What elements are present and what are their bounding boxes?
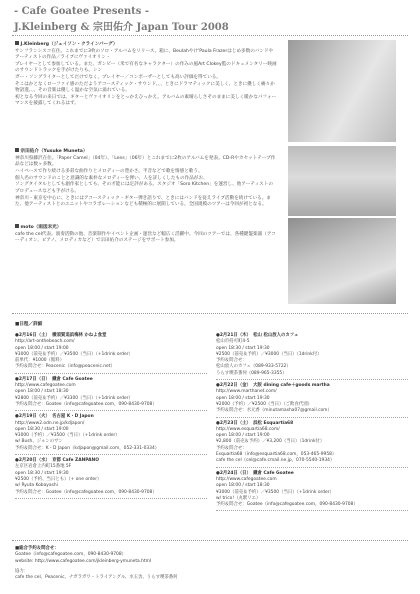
event-line: open 18:00 / start 18:30 bbox=[15, 389, 69, 395]
event-line: Esquartia68（info@esquartia68.com，053-465-9958） bbox=[216, 452, 337, 458]
event-header: ●2月19日（火） 名古屋 K・D Japon bbox=[15, 414, 94, 420]
event-line: w/ trico!（丸駅リエ） bbox=[216, 495, 261, 501]
event-entry bbox=[216, 383, 408, 417]
event-entry bbox=[15, 414, 207, 455]
event-entry bbox=[15, 458, 207, 499]
event-line: open 18:00 / start 19:00 bbox=[216, 433, 270, 439]
event-line: ¥3000（前売＆予約）／¥3500（当日）（+1drink order） bbox=[216, 489, 334, 495]
event-url[interactable]: http://www.esquartia68.com/ bbox=[216, 426, 280, 432]
event-url[interactable]: http://www.cafegoatee.com bbox=[15, 383, 76, 389]
bio-line: 神奈川・東京を中心に、ときにはアコースティック・ギター弾き語りで、ときにはバンドを従えライブ活動を続けている。また、他アーティストとのユニットやコラボレーションなども積極的に展開している。全国規模のツアーは今回が初となる。 bbox=[15, 195, 271, 207]
event-line: 前単代：¥1000（館料） bbox=[15, 358, 65, 364]
event-line: ¥2800（前売＆予約）／¥3300（当日）（+1drink order） bbox=[15, 395, 133, 401]
event-url[interactable]: http://www.cafegoatee.com bbox=[216, 476, 277, 482]
event-header: ●2月17日（日） 鎌倉 Cafe Goatee bbox=[15, 376, 93, 382]
event-line: 松山市持可町4-5 bbox=[216, 339, 250, 345]
bullet-square-icon bbox=[15, 41, 19, 45]
event-line: cafe the cel（cel@cafe.cmail.ne.jp，070-5540-1934） bbox=[216, 458, 335, 464]
bio-muneta bbox=[15, 148, 277, 208]
event-line: open 18:30 / start 19:00 bbox=[15, 426, 69, 432]
event-line: ¥2,800（前売＆予約）／¥3,200（当日）（1drink付） bbox=[216, 439, 325, 445]
event-entry bbox=[15, 377, 207, 411]
event-header: ●2月23日（土） 浜松 Esquartia68 bbox=[216, 420, 294, 426]
artist-name: J.Kleinberg（ジェイソン・クラインバーグ） bbox=[20, 42, 118, 47]
event-url[interactable]: http://www2.odn.ne.jp/kdjapon/ bbox=[15, 420, 85, 426]
event-entry bbox=[15, 333, 207, 374]
bio-line: ハイペースで作り続ける多彩な曲作りとメロディーの豊かさ。半音などで歌を情感と歌う、 bbox=[15, 168, 203, 174]
event-line: 予約＆問合せ：Goatee（info@cafegoatee.com，090-8430-9708） bbox=[15, 401, 157, 407]
event-line: open 18:30 / start 19:30 bbox=[216, 345, 270, 351]
event-entry bbox=[216, 333, 408, 380]
bio-line: 初となる今回の来日では、ギターとヴァイオリンをとっかえひっかえ。アルバムの素晴らしさそのままに美しく暖かなパフォーマンスを披露してくれるはず。 bbox=[15, 94, 277, 107]
artist-photo-moto bbox=[288, 218, 396, 304]
artist-name: moto（雨図未光） bbox=[20, 225, 62, 230]
bio-line: 神奈川県藤沢在住。「Paper Camel」（04年）、「Lens」（06年）とこれまでに2枚のアルバムを発表。CD-Rやカセットテープ作品などは数ヶ多数。 bbox=[15, 155, 276, 168]
contact-section bbox=[15, 546, 407, 581]
contact-line: Goatee（info@cafegoatee.com，090-8430-9708） bbox=[15, 552, 127, 558]
artist-name: 宗田佑介（Yusuke Muneta） bbox=[20, 149, 88, 154]
section-divider bbox=[12, 540, 408, 541]
bio-line: ガー・ソングライターとしてだけでなく、プレイヤー／コンポーザーとしても高い評価を得ている。 bbox=[15, 74, 221, 80]
event-line: ¥2500（前売＆予約）／¥3000（当日）（1drink付） bbox=[216, 351, 322, 357]
event-line: 左京区岩倉上内町15番地 5F bbox=[15, 464, 72, 470]
artist-photo-kleinberg bbox=[288, 40, 396, 142]
contact-website[interactable]: website: http://www.cafegoatee.com/jkleinberg-ymuneta.html bbox=[15, 558, 152, 564]
event-line: ¥2500（予約、当日とも）（+ one order） bbox=[15, 476, 102, 482]
event-line: 予約＆問合せ：水元香（minutamasha07@gmail.com） bbox=[216, 408, 332, 414]
event-line: 予約＆問合せ：Peacenic（info@peacenic.net） bbox=[15, 364, 115, 370]
event-line: open 18:00 / start 18:30 bbox=[216, 483, 270, 489]
event-line: open 18:30 / start 19:30 bbox=[15, 470, 69, 476]
event-line: ¥3000（予約）／¥3500（当日）（+1drink order） bbox=[15, 433, 120, 439]
bio-line: サンフランシスコ在住。これまでに3枚のソロ・アルバムをリリース。箱に、Beulahやけ'Paula Frazerはじめ多数のバンドやアーティストの作品／ライブにヴァイオリン・ bbox=[15, 48, 274, 61]
schedule-column-right bbox=[216, 333, 408, 514]
bio-line: ソングタイタルとしても創作家としても、その才能には定評がある。スタジオ「Soro Kitchen」を運営し、他アーティストのプロデュースなども手がける。 bbox=[15, 182, 273, 194]
event-line: ¥2000（予約）／¥2500（当日）（ご飲食代別） bbox=[216, 401, 312, 407]
event-header: ●2月20日（水） 京都 Cafe ZANPANO bbox=[15, 458, 99, 464]
event-entry bbox=[216, 471, 408, 512]
event-header: ●2月21日（木） 松山 松山放人のカフェ bbox=[216, 333, 299, 338]
event-header: ●2月24日（日） 鎌倉 Cafe Goatee bbox=[216, 470, 294, 476]
event-entry bbox=[216, 421, 408, 468]
event-line: うらす喫茶番何（089-965-3355） bbox=[216, 370, 287, 376]
event-line: 予約＆問合せ： bbox=[216, 358, 247, 364]
tour-title: J.Kleinberg & 宗田佑介 Japan Tour 2008 bbox=[14, 22, 229, 33]
bio-moto bbox=[15, 224, 277, 244]
bullet-square-icon bbox=[15, 224, 19, 228]
event-url[interactable]: http://www.marthanet.com/ bbox=[216, 389, 277, 395]
bio-line: プレイヤーとして参加している。また、ガンビー（米で有名なキャラクター）の作みの風Art Clokey監のドキュメンタリー映画のサウンドトラックを手がけたりも。シン bbox=[15, 61, 277, 74]
section-divider bbox=[12, 313, 408, 314]
event-line: 松山放人のカフェ（089-933-5722） bbox=[216, 364, 291, 370]
bio-kleinberg bbox=[15, 41, 277, 107]
schedule-title: ■日程／詳細 bbox=[15, 322, 43, 327]
event-line: ¥3000（前売＆予約）／¥3500（当日）（+1drink order） bbox=[15, 351, 133, 357]
event-line: 予約＆問合せ：Goatee（info@cafegoatee.com，090-8430-9708） bbox=[216, 502, 358, 508]
credits-label: 協力： bbox=[15, 568, 29, 574]
event-line: w/ Ryuta Kobayashi bbox=[15, 483, 58, 489]
event-header: ●2月16日（土） 横須賀追浜梅林 かねよ食堂 bbox=[15, 333, 107, 338]
event-line: open 18:00 / start 19:00 bbox=[15, 345, 69, 351]
schedule-column-left bbox=[15, 333, 207, 502]
event-line: 予約＆問合せ：Goatee（info@cafegoatee.com，090-8430-9708） bbox=[15, 489, 157, 495]
bullet-square-icon bbox=[15, 148, 19, 152]
event-url[interactable]: http://art-onthebeach.com/ bbox=[15, 339, 75, 345]
event-line: w/ Bush、ジョンのサン bbox=[15, 439, 63, 445]
event-line: 予約＆問合せ： bbox=[216, 445, 247, 451]
artist-photo-muneta bbox=[288, 146, 396, 216]
presents-line: - Cafe Goatee Presents - bbox=[14, 6, 150, 17]
event-header: ●2月22日（金） 大阪 dining cafe＋goods martha bbox=[216, 383, 330, 389]
credits-list: cafe the cel、Peacenic、ナガラガワ・トライアングル、水玉舎、うらす喫茶番何 bbox=[15, 575, 178, 581]
bio-line: cafe the cel代表。演奏活動の他、音楽制作やイベント企画・運営など幅広く活躍中。今回のツアーでは、各種鍵盤楽器（アコーディオン、ピアノ、メロディカなど）で宗田佑介のステージをサポート参加。 bbox=[15, 231, 276, 244]
contact-heading: ■総合予約＆問合せ： bbox=[15, 546, 59, 551]
event-line: open 18:00 / start 19:30 bbox=[216, 395, 270, 401]
bio-line: 個人名のサウンドのことと意識的な素朴なメロディーを弾い、人を詳しくしたもの作品がお、 bbox=[15, 175, 208, 181]
header-divider bbox=[12, 35, 408, 36]
event-line: 予約＆問合せ：K・D Japon（kdjapon@gmail.com，052-331-0334） bbox=[15, 445, 160, 451]
bio-line: そこはかとなくローファイ感のただようアコースティック・サウンド、、、ときにドラマティックに美しく、ときに優しく痛々か物語進、、、その音楽は優しく温かな空気に溢れている。 bbox=[15, 81, 275, 94]
